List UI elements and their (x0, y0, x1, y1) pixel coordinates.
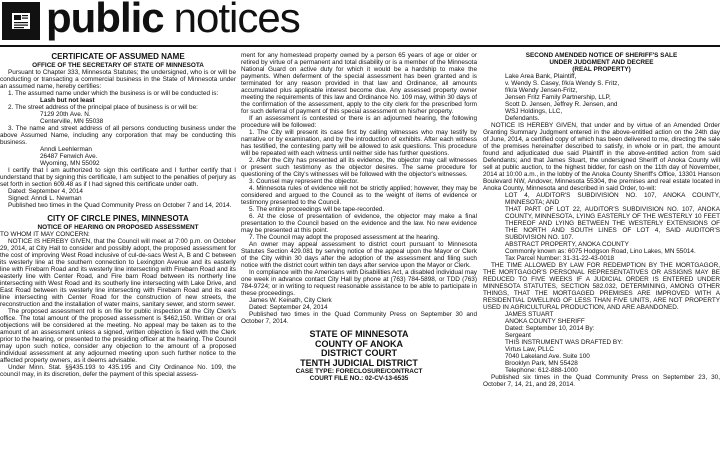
notice-paragraph: 7. The Council may adopt the proposed assessment at the hearing. (249, 234, 440, 241)
address-line: 7129 20th Ave. N. (40, 111, 91, 118)
notice-paragraph: 3. The name and street address of all persons conducting business under the above Assumed Name, including any corporation that may be conducting this business. (0, 125, 236, 146)
notice-title: CITY OF CIRCLE PINES, MINNESOTA (47, 214, 189, 223)
section-title-light: notices (173, 0, 300, 41)
court-heading: DISTRICT COURT (321, 348, 397, 359)
notice-paragraph: In compliance with the Americans with Disabilities Act, a disabled individual may one week in advance contact City Hall by phone at (763) 784-5898, or TDD (763) 784-9724; or in writing to request reasonable assistance to be able to participate in these proceedings. (241, 269, 477, 297)
notice-paragraph: 1. The City will present its case first by calling witnesses who may testify by narrative or by examination, and by the introduction of exhibits. After each witness has testified, the contesting party will be allowed to ask questions. This procedure will be repeated with each witness until neither side has further questions. (241, 129, 477, 157)
person-name: Anndi Leehlerman (40, 146, 92, 153)
masthead-logo (2, 2, 40, 40)
signature-line: JAMES STUART (505, 311, 554, 318)
legal-description: LOT 4, AUDITOR'S SUBDIVISION NO. 107, ANOKA COUNTY, MINNESOTA; AND (505, 192, 720, 206)
drafted-by: THIS INSTRUMENT WAS DRAFTED BY: (505, 339, 623, 346)
notice-paragraph: 1. The assumed name under which the business is or will be conducted is: (8, 90, 219, 97)
abstract-line: ABSTRACT PROPERTY, ANOKA COUNTY (505, 241, 629, 248)
masthead (0, 0, 720, 42)
notice-title: UNDER JUDGMENT AND DECREE (549, 59, 654, 66)
assumed-name: Lash but not least (40, 97, 95, 104)
notice-paragraph: I certify that I am authorized to sign this certificate and I further certify that I understand that by signing this certificate, I am subject to the penalties of perjury as set forth in section 609.48 as if I had signed this certificate under oath. (0, 167, 236, 188)
signature-line: Sergeant (505, 332, 531, 339)
address-line: Wyoming, MN 55092 (40, 160, 100, 167)
property-address: Commonly known as: 6075 Hodgson Road, Lino Lakes, MN 55014. (505, 248, 696, 255)
address-line: 26487 Fenwich Ave. (40, 153, 98, 160)
dated-line: Dated: September 10, 2014 By: (505, 325, 595, 332)
drafter-line: Virtus Law, PLLC (505, 346, 554, 353)
dated-line: Dated: September 24, 2014 (249, 304, 328, 311)
tax-parcel: Tax Parcel Number: 31-31-22-43-0018 (505, 255, 615, 262)
notice-title: (REAL PROPERTY) (572, 66, 631, 73)
notice-subtitle: NOTICE OF HEARING ON PROPOSED ASSESSMENT (37, 224, 199, 231)
notice-paragraph: An owner may appeal assessment to district court pursuant to Minnesota Statutes Section 429.081 by serving notice of the appeal upon the Mayor or Clerk of the City within 30 days after the adoption of the assessment and filing such notice with the district court within ten days after service upon the Mayor or Clerk. (241, 241, 477, 269)
signed-line: Signed: Anndi L. Newman (8, 195, 82, 202)
column-3 (483, 52, 720, 469)
column-1 (0, 52, 236, 469)
published-line: Published two times in the Quad Community Press on September 30 and October 7, 2014. (241, 311, 477, 325)
signature-line: ANOKA COUNTY SHERIFF (505, 318, 585, 325)
case-type: CASE TYPE: FORECLOSURE/CONTRACT (295, 368, 423, 376)
section-title-bold: public (46, 0, 164, 41)
notice-paragraph: 2. The street address of the principal place of business is or will be: (8, 104, 198, 111)
address-line: Centerville, MN 55038 (40, 118, 104, 125)
notice-title: SECOND AMENDED NOTICE OF SHERIFF'S SALE (525, 52, 678, 59)
court-file-number: COURT FILE NO.: 02-CV-13-6535 (309, 375, 409, 383)
drafter-line: 7040 Lakeland Ave. Suite 100 (505, 353, 590, 360)
signature-line: James W. Keinath, City Clerk (249, 297, 332, 304)
drafter-line: Telephone: 612-888-1000 (505, 367, 578, 374)
notice-salutation: TO WHOM IT MAY CONCERN: (0, 231, 90, 238)
dated-line: Dated: September 4, 2014 (8, 188, 83, 195)
notice-paragraph: 5. The entire proceedings will be tape-recorded. (249, 206, 385, 213)
masthead-rule (0, 45, 720, 47)
published-line: Published six times in the Quad Community Press on September 23, 30, October 7, 14, 21, and 28, 2014. (483, 374, 720, 388)
notice-paragraph: 2. After the City has presented all its evidence, the objector may call witnesses or present such testimony as the objector desires. The same procedure for questioning of the City's witnesses will be followed with the objector's witnesses. (241, 157, 477, 178)
notice-paragraph: Under Minn. Stat. §§435.193 to 435.195 and City Ordinance No. 109, the council may, in its discretion, defer the payment of this special assess- (0, 364, 236, 378)
party-line: Scott D. Jensen, Jeffrey R. Jensen, and (505, 101, 618, 108)
notice-paragraph: ment for any homestead property owned by a person 65 years of age or older or retired by virtue of a permanent and total disability or is a member of the Minnesota National Guard on active duty for which it would be a hardship to make the payments. When deferment of the special assessment has been granted and is terminated for any reason provided in that law and Ordinance, all amounts accumulated plus applicable interest become due. Any assessed property owner meeting the requirements of this law and Ordinance No. 109 may, within 30 days of the confirmation of the assessment, apply to the city clerk for the prescribed form for such deferral of payment of this special assessment on his/her property. (241, 52, 477, 115)
notice-paragraph: NOTICE IS HEREBY GIVEN, that under and by virtue of an Amended Order Granting Summary Judgment entered in the above-entitled action on the 24th day of June, 2014, a certified copy of which has been delivered to me, directing the sale of the premises hereinafter described to satisfy, in whole or in part, the amount found and adjudicated due said Plaintiff in the above-entitled action from said Defendants; and that James Stuart, the undersigned Sheriff of Anoka County will sell at public auction, to the highest bidder, for cash on the 11th day of November, 2014 at 10:00 a.m., in the lobby of the Anoka County Sheriff's Office, 13301 Hanson Boulevard NW, Andover, Minnesota 55304, the premises and real estate located in Anoka County, Minnesota and described in said Order, to-wit: (483, 122, 720, 192)
party-line: Defendants. (505, 115, 540, 122)
party-line: WSJ Holdings, LLC, (505, 108, 563, 115)
published-line: Published two times in the Quad Community Press on October 7 and 14, 2014. (8, 202, 232, 209)
legal-description: THAT PART OF LOT 22, AUDITOR'S SUBDIVISION NO. 107, ANOKA COUNTY, MINNESOTA, LYING EASTERLY OF THE WESTERLY 10 FEET THEREOF AND LYING BETWEEN THE WESTERLY EXTENSIONS OF THE NORTH AND SOUTH LINES OF LOT 4, SAID AUDITOR'S SUBDIVISION NO. 107. (505, 206, 720, 241)
court-heading: TENTH JUDICIAL DISTRICT (300, 357, 418, 368)
notice-paragraph: THE TIME ALLOWED BY LAW FOR REDEMPTION BY THE MORTGAGOR, THE MORTGAGOR'S PERSONAL REPRESENTATIVES OR ASSIGNS MAY BE REDUCED TO FIVE WEEKS IF A JUDICIAL ORDER IS ENTERED UNDER MINNESOTA STATUTES, SECTION 582.032, DETERMINING, AMONG OTHER THINGS, THAT THE MORTGAGED PREMISES ARE IMPROVED WITH A RESIDENTIAL DWELLING OF LESS THAN FIVE UNITS, ARE NOT PROPERTY USED IN AGRICULTURAL PRODUCTION, AND ARE ABANDONED. (483, 262, 720, 311)
notice-paragraph: 3. Counsel may represent the objector. (249, 178, 359, 185)
notice-paragraph: Pursuant to Chapter 333, Minnesota Statutes; the undersigned, who is or will be conducting or transacting a commercial business in the State of Minnesota under an assumed name, hereby certifies: (0, 69, 236, 90)
party-line: Lake Area Bank, Plaintiff, (505, 73, 577, 80)
notice-paragraph: If an assessment is contested or there is an adjourned hearing, the following procedure will be followed: (241, 115, 477, 129)
court-heading: STATE OF MINNESOTA (309, 329, 409, 339)
notice-title: CERTIFICATE OF ASSUMED NAME (51, 52, 185, 61)
notice-paragraph: NOTICE IS HEREBY GIVEN, that the Council will meet at 7:00 p.m. on October 29, 2014, at City Hall to consider and possibly adopt, the proposed assessment for the cost of improving West Road inclusive of cul-de-sacs West A, B and C between its westerly line at the southern connection to Lexington Avenue and its easterly line with Firebarn Road and its westerly line intersecting with Firebarn Road and its easterly line with Center Road, and Fire barn Road between its northerly line intersecting with West Road and its southerly line intersecting with Lake Drive, and East Road between its westerly line intersecting with Firebarn Road and its east line intersecting with Center Road for the construction of new streets, the reconstruction and the installation of water mains, sanitary sewer, and storm sewer. (0, 238, 236, 308)
notice-paragraph: 4. Minnesota rules of evidence will not be strictly applied; however, they may be considered and argued to the Council as to the weight of items of evidence or testimony presented to the Council. (241, 185, 477, 206)
column-2 (241, 52, 477, 469)
court-heading: COUNTY OF ANOKA (314, 338, 403, 349)
drafter-line: Brooklyn Park, MN 55428 (505, 360, 578, 367)
party-line: f/k/a Wendy Jensen-Fritz, (505, 87, 578, 94)
notice-paragraph: 6. At the close of presentation of evidence, the objector may make a final presentation to the Council based on the evidence and the law. No new evidence may be presented at this point. (241, 213, 477, 234)
party-line: v. Wendy S. Casey, f/k/a Wendy S. Fritz, (505, 80, 620, 87)
publication-icon (11, 11, 31, 31)
notice-paragraph: The proposed assessment roll is on file for public inspection at the City Clerk's office. The total amount of the proposed assessment is $462,150. Written or oral objections will be considered at the meeting. No appeal may be taken as to the amount of an assessment unless a signed, written objection is filed with the Clerk prior to the hearing, or presented to the presiding officer at the hearing. The Council may upon such notice, consider any objection to the amount of a proposed individual assessment at any adjourned meeting upon such further notice to the affected property owners, as it deems advisable. (0, 308, 236, 364)
party-line: Jensen Fritz Family Partnership, LLP, (505, 94, 611, 101)
section-title (46, 0, 300, 40)
notice-subtitle: OFFICE OF THE SECRETARY OF STATE OF MINNESOTA (32, 62, 204, 69)
